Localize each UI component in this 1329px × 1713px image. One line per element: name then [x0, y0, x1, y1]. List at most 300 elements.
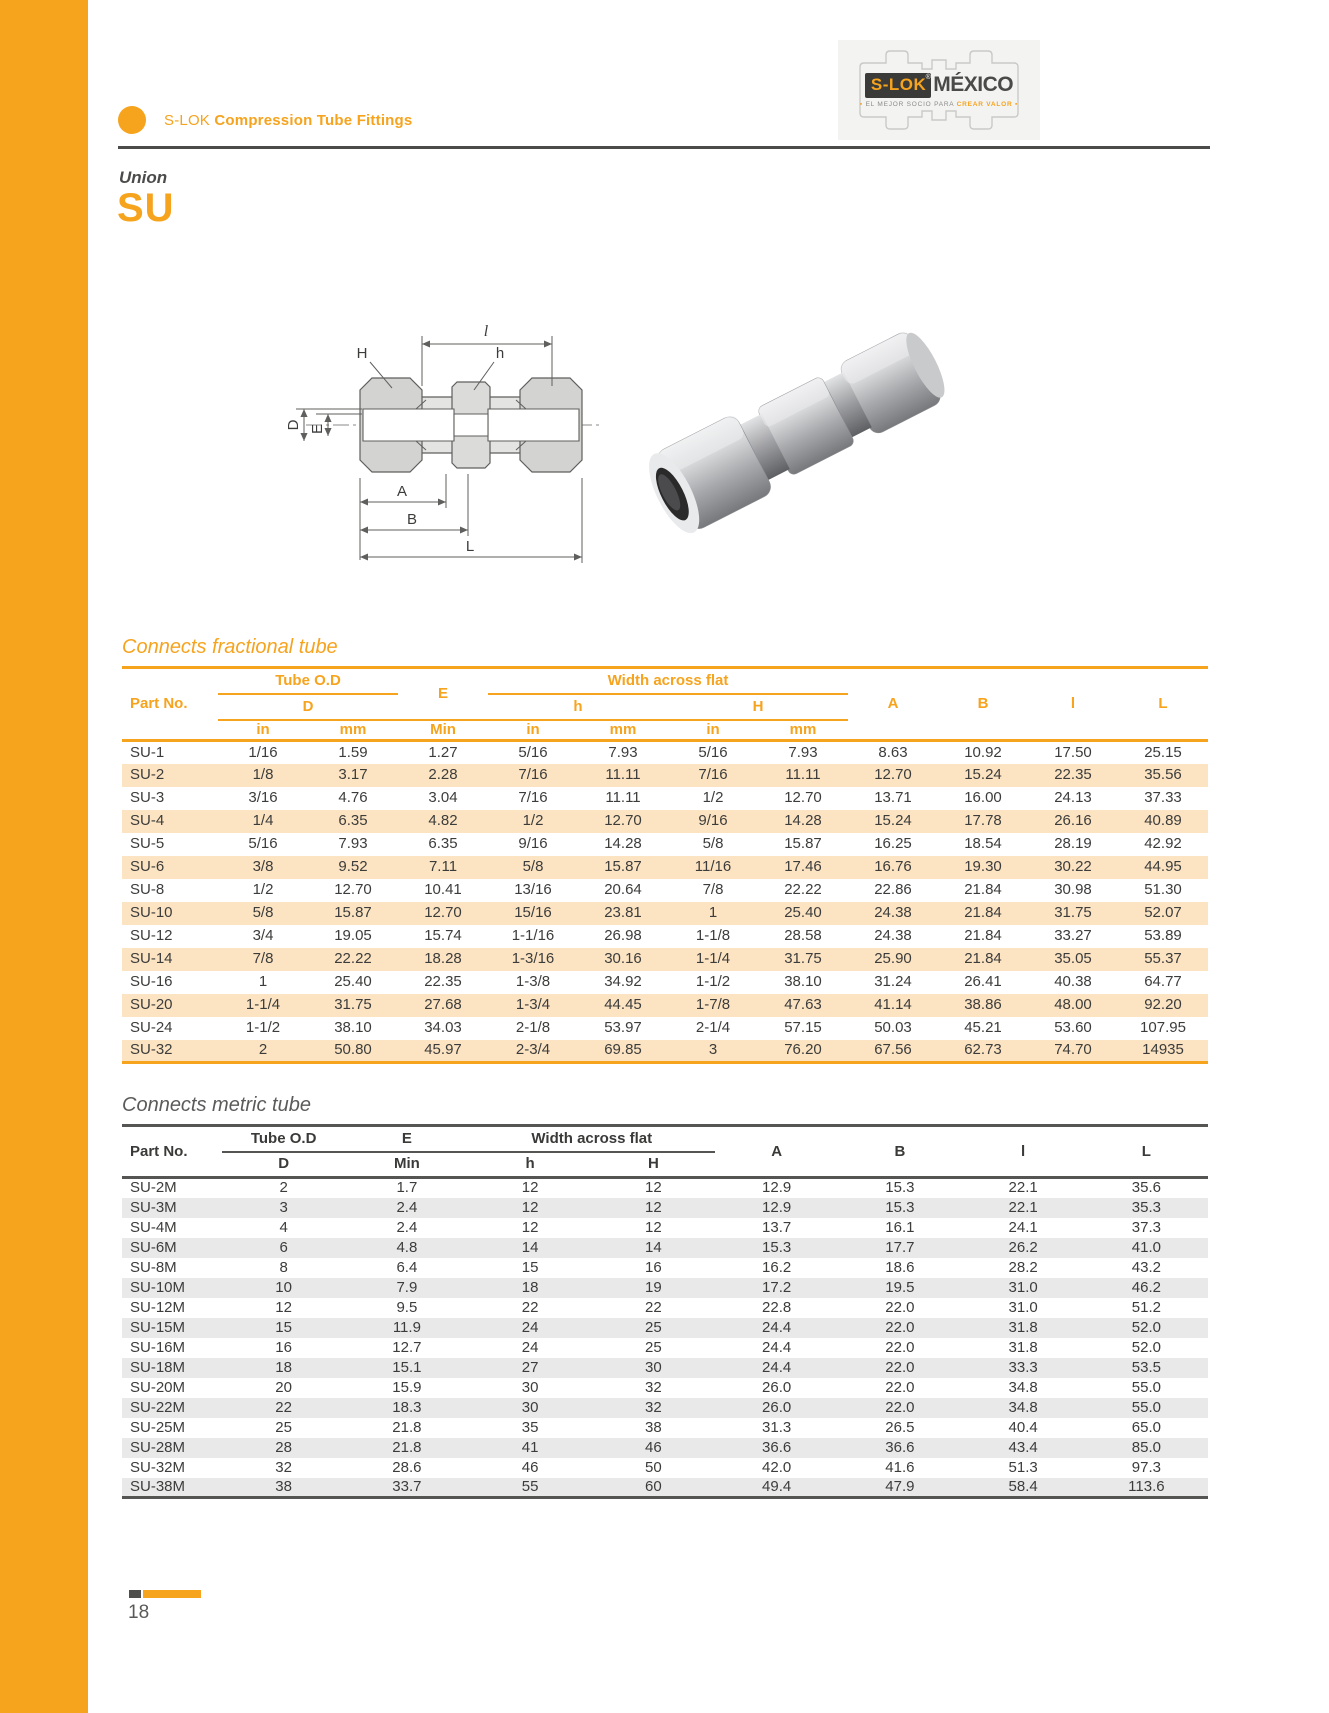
- value-cell: 19.05: [334, 927, 372, 945]
- value-cell: 12: [275, 1298, 292, 1316]
- footer-marker: [129, 1590, 201, 1598]
- value-cell: 31.0: [1008, 1298, 1038, 1316]
- value-cell: 30: [521, 1378, 539, 1396]
- value-cell: 13.7: [762, 1218, 792, 1236]
- part-no-cell: SU-5: [130, 835, 165, 853]
- value-cell: 51.30: [1144, 881, 1182, 899]
- col-header-l-cap: L: [1141, 1142, 1151, 1160]
- part-no-cell: SU-12M: [130, 1298, 186, 1316]
- sub-header-h-cap: H: [647, 1155, 659, 1173]
- value-cell: 41.14: [874, 996, 912, 1014]
- value-cell: 9.5: [396, 1298, 418, 1316]
- value-cell: 26.0: [762, 1398, 792, 1416]
- value-cell: 12.70: [784, 789, 822, 807]
- value-cell: 55.37: [1144, 950, 1182, 968]
- value-cell: 41.6: [885, 1458, 915, 1476]
- value-cell: 15/16: [514, 904, 552, 922]
- value-cell: 1/8: [252, 766, 274, 784]
- value-cell: 26.0: [762, 1378, 792, 1396]
- value-cell: 85.0: [1131, 1438, 1161, 1456]
- value-cell: 28.6: [392, 1458, 422, 1476]
- value-cell: 32: [275, 1458, 292, 1476]
- metric-table-body: [122, 1178, 1208, 1498]
- value-cell: 22.0: [885, 1318, 915, 1336]
- value-cell: 1: [258, 973, 268, 991]
- value-cell: 2-1/8: [515, 1019, 551, 1037]
- table-row: [122, 1218, 1208, 1238]
- header-title: [164, 112, 412, 129]
- logo-content: [838, 40, 1040, 140]
- value-cell: 20.64: [604, 881, 642, 899]
- value-cell: 38: [275, 1477, 292, 1495]
- value-cell: 9/16: [698, 812, 728, 830]
- value-cell: 2.4: [396, 1198, 418, 1216]
- tagline-mark-left: ▪: [859, 100, 863, 108]
- value-cell: 14.28: [784, 812, 822, 830]
- value-cell: 74.70: [1054, 1041, 1092, 1059]
- value-cell: 51.2: [1131, 1298, 1161, 1316]
- value-cell: 12: [521, 1198, 539, 1216]
- value-cell: 24.1: [1008, 1218, 1038, 1236]
- metric-section-title: Connects metric tube: [122, 1094, 311, 1116]
- value-cell: 1-1/8: [695, 927, 731, 945]
- value-cell: 50.03: [874, 1019, 912, 1037]
- unit-header: mm: [789, 720, 817, 738]
- value-cell: 26.98: [604, 927, 642, 945]
- value-cell: 40.4: [1008, 1418, 1038, 1436]
- value-cell: 51.3: [1008, 1458, 1038, 1476]
- value-cell: 1-7/8: [695, 996, 731, 1014]
- part-no-cell: SU-32M: [130, 1458, 186, 1476]
- value-cell: 38.10: [334, 1019, 372, 1037]
- value-cell: 5/16: [518, 743, 548, 761]
- value-cell: 16.2: [762, 1258, 792, 1276]
- col-header-e: E: [345, 1126, 468, 1152]
- part-no-cell: SU-38M: [130, 1477, 186, 1495]
- unit-header: in: [706, 720, 720, 738]
- value-cell: 41: [521, 1438, 539, 1456]
- value-cell: 3/8: [252, 858, 274, 876]
- value-cell: 1-1/4: [245, 996, 281, 1014]
- logo-region: MÉXICO: [933, 73, 1014, 96]
- value-cell: 3: [279, 1198, 288, 1216]
- page-header: [118, 106, 412, 134]
- sub-header-min: Min: [393, 1155, 420, 1173]
- value-cell: 17.7: [885, 1238, 915, 1256]
- value-cell: 22.0: [885, 1398, 915, 1416]
- value-cell: 21.84: [964, 927, 1002, 945]
- value-cell: 25.15: [1144, 743, 1182, 761]
- value-cell: 65.0: [1131, 1418, 1161, 1436]
- value-cell: 12.70: [604, 812, 642, 830]
- value-cell: 1: [708, 904, 718, 922]
- value-cell: 1/2: [702, 789, 724, 807]
- value-cell: 13.71: [874, 789, 912, 807]
- value-cell: 24.38: [874, 927, 912, 945]
- value-cell: 52.0: [1131, 1318, 1161, 1336]
- value-cell: 30.22: [1054, 858, 1092, 876]
- value-cell: 34.8: [1008, 1398, 1038, 1416]
- value-cell: 21.84: [964, 950, 1002, 968]
- fractional-table: [122, 666, 1208, 1064]
- value-cell: 44.95: [1144, 858, 1182, 876]
- value-cell: 12: [645, 1218, 662, 1236]
- value-cell: 22.22: [334, 950, 372, 968]
- value-cell: 4: [279, 1218, 288, 1236]
- part-no-cell: SU-10: [130, 904, 173, 922]
- metric-section: [122, 1094, 1208, 1499]
- unit-header: mm: [609, 720, 637, 738]
- fractional-section: [122, 636, 1208, 1064]
- value-cell: 26.5: [885, 1418, 915, 1436]
- value-cell: 18: [275, 1358, 292, 1376]
- value-cell: 1.27: [428, 743, 458, 761]
- value-cell: 31.8: [1008, 1318, 1038, 1336]
- value-cell: 22.1: [1008, 1198, 1038, 1216]
- value-cell: 34.8: [1008, 1378, 1038, 1396]
- value-cell: 13/16: [514, 881, 552, 899]
- table-row: [122, 741, 1208, 764]
- value-cell: 17.2: [762, 1278, 792, 1296]
- value-cell: 5/8: [702, 835, 724, 853]
- part-no-cell: SU-6: [130, 858, 165, 876]
- value-cell: 46: [521, 1458, 539, 1476]
- footer-marker-dark: [129, 1590, 141, 1598]
- table-row: [122, 1258, 1208, 1278]
- value-cell: 19.5: [885, 1278, 915, 1296]
- value-cell: 18.3: [392, 1398, 422, 1416]
- header-brand-prefix: S-LOK: [164, 111, 211, 129]
- value-cell: 24.4: [762, 1358, 792, 1376]
- value-cell: 1/2: [252, 881, 274, 899]
- value-cell: 42.0: [762, 1458, 792, 1476]
- table-row: [122, 1198, 1208, 1218]
- col-header-a: A: [887, 695, 899, 713]
- value-cell: 2: [279, 1179, 288, 1197]
- footer-marker-orange: [143, 1590, 201, 1598]
- value-cell: 20: [275, 1378, 292, 1396]
- value-cell: 42.92: [1144, 835, 1182, 853]
- value-cell: 18.28: [424, 950, 462, 968]
- value-cell: 25.90: [874, 950, 912, 968]
- part-no-cell: SU-20: [130, 996, 173, 1014]
- value-cell: 3.17: [338, 766, 368, 784]
- value-cell: 22.35: [1054, 766, 1092, 784]
- dim-label-E: E: [309, 423, 326, 435]
- value-cell: 25.40: [784, 904, 822, 922]
- value-cell: 44.45: [604, 996, 642, 1014]
- part-no-cell: SU-4M: [130, 1218, 177, 1236]
- sub-header-d: D: [278, 1155, 290, 1173]
- part-no-cell: SU-4: [130, 812, 165, 830]
- table-row: [122, 1338, 1208, 1358]
- product-photo: [648, 298, 960, 546]
- value-cell: 2.28: [428, 766, 458, 784]
- value-cell: 4.76: [338, 789, 368, 807]
- part-no-cell: SU-15M: [130, 1318, 186, 1336]
- value-cell: 31.24: [874, 973, 912, 991]
- brand-dot-icon: [118, 106, 146, 134]
- table-row: [122, 1178, 1208, 1198]
- value-cell: 19: [645, 1278, 662, 1296]
- part-no-cell: SU-16M: [130, 1338, 186, 1356]
- value-cell: 36.6: [762, 1438, 792, 1456]
- col-header-l-small: l: [1070, 695, 1076, 713]
- table-row: [122, 1438, 1208, 1458]
- registered-mark: ®: [925, 73, 932, 81]
- col-header-a: A: [771, 1142, 783, 1160]
- page-number: 18: [128, 1602, 150, 1623]
- header-brand-title: Compression Tube Fittings: [214, 111, 413, 129]
- table-row: [122, 810, 1208, 833]
- value-cell: 38.86: [964, 996, 1002, 1014]
- col-header-d: D: [218, 694, 398, 720]
- value-cell: 5/8: [252, 904, 274, 922]
- value-cell: 22.0: [885, 1378, 915, 1396]
- value-cell: 35.56: [1144, 766, 1182, 784]
- dim-label-L: L: [465, 538, 475, 555]
- table-row: [122, 1398, 1208, 1418]
- value-cell: 35: [521, 1418, 539, 1436]
- value-cell: 12: [521, 1179, 539, 1197]
- value-cell: 12.9: [762, 1179, 792, 1197]
- part-no-cell: SU-2M: [130, 1179, 177, 1197]
- value-cell: 50: [645, 1458, 662, 1476]
- table-row: [122, 1017, 1208, 1040]
- value-cell: 5/8: [522, 858, 544, 876]
- value-cell: 18.54: [964, 835, 1002, 853]
- value-cell: 14935: [1142, 1041, 1184, 1059]
- part-no-cell: SU-14: [130, 950, 173, 968]
- value-cell: 43.4: [1008, 1438, 1038, 1456]
- value-cell: 45.97: [424, 1041, 462, 1059]
- value-cell: 34.92: [604, 973, 642, 991]
- value-cell: 3: [708, 1041, 718, 1059]
- value-cell: 7/8: [702, 881, 724, 899]
- value-cell: 31.75: [334, 996, 372, 1014]
- value-cell: 22.0: [885, 1338, 915, 1356]
- value-cell: 33.7: [392, 1477, 422, 1495]
- value-cell: 21.84: [964, 904, 1002, 922]
- tagline-text: EL MEJOR SOCIO PARA: [865, 100, 957, 108]
- value-cell: 22.0: [885, 1298, 915, 1316]
- dim-label-A: A: [396, 483, 408, 500]
- value-cell: 7.11: [428, 858, 458, 876]
- value-cell: 12.70: [424, 904, 462, 922]
- table-row: [122, 1318, 1208, 1338]
- value-cell: 6.35: [428, 835, 458, 853]
- value-cell: 28.19: [1054, 835, 1092, 853]
- value-cell: 5/16: [698, 743, 728, 761]
- value-cell: 25: [645, 1338, 662, 1356]
- value-cell: 7.93: [788, 743, 818, 761]
- metric-table-header: [122, 1126, 1208, 1178]
- value-cell: 31.0: [1008, 1278, 1038, 1296]
- unit-header: in: [526, 720, 540, 738]
- value-cell: 6.35: [338, 812, 368, 830]
- part-no-cell: SU-8: [130, 881, 165, 899]
- value-cell: 10.92: [964, 743, 1002, 761]
- col-header-l-cap: L: [1158, 695, 1168, 713]
- product-code: SU: [117, 186, 175, 230]
- value-cell: 1/4: [252, 812, 274, 830]
- value-cell: 17.50: [1054, 743, 1092, 761]
- value-cell: 16.25: [874, 835, 912, 853]
- value-cell: 6: [279, 1238, 288, 1256]
- value-cell: 53.60: [1054, 1019, 1092, 1037]
- value-cell: 18.6: [885, 1258, 915, 1276]
- dim-label-H: H: [356, 345, 368, 362]
- value-cell: 15.3: [885, 1179, 915, 1197]
- value-cell: 9.52: [338, 858, 368, 876]
- tagline-accent: CREAR VALOR: [956, 100, 1013, 108]
- value-cell: 1.59: [338, 743, 368, 761]
- table-row: [122, 902, 1208, 925]
- value-cell: 7.93: [608, 743, 638, 761]
- part-no-cell: SU-6M: [130, 1238, 177, 1256]
- value-cell: 35.05: [1054, 950, 1092, 968]
- value-cell: 25: [645, 1318, 662, 1336]
- part-no-cell: SU-20M: [130, 1378, 186, 1396]
- value-cell: 67.56: [874, 1041, 912, 1059]
- value-cell: 18: [521, 1278, 539, 1296]
- value-cell: 2-3/4: [515, 1041, 551, 1059]
- value-cell: 28.58: [784, 927, 822, 945]
- value-cell: 15.87: [334, 904, 372, 922]
- col-header-part-no: Part No.: [130, 695, 188, 713]
- unit-header: Min: [430, 720, 456, 738]
- table-row: [122, 856, 1208, 879]
- part-no-cell: SU-3: [130, 789, 165, 807]
- value-cell: 22.22: [784, 881, 822, 899]
- value-cell: 50.80: [334, 1041, 372, 1059]
- value-cell: 16: [645, 1258, 662, 1276]
- part-no-cell: SU-12: [130, 927, 173, 945]
- fractional-table-header: [122, 668, 1208, 741]
- table-row: [122, 1278, 1208, 1298]
- value-cell: 15: [521, 1258, 539, 1276]
- value-cell: 30.98: [1054, 881, 1092, 899]
- value-cell: 14.28: [604, 835, 642, 853]
- value-cell: 19.30: [964, 858, 1002, 876]
- part-no-cell: SU-3M: [130, 1198, 177, 1216]
- value-cell: 35.6: [1131, 1179, 1161, 1197]
- value-cell: 1.7: [396, 1179, 418, 1197]
- value-cell: 58.4: [1008, 1477, 1038, 1495]
- value-cell: 11.11: [605, 789, 641, 807]
- value-cell: 12: [645, 1198, 662, 1216]
- value-cell: 1-1/16: [511, 927, 555, 945]
- value-cell: 21.8: [392, 1418, 422, 1436]
- col-header-h-small: h: [488, 694, 668, 720]
- value-cell: 22.1: [1008, 1179, 1038, 1197]
- value-cell: 16.76: [874, 858, 912, 876]
- value-cell: 7.9: [396, 1278, 418, 1296]
- value-cell: 30: [521, 1398, 539, 1416]
- value-cell: 7/16: [698, 766, 728, 784]
- value-cell: 8.63: [878, 743, 908, 761]
- value-cell: 26.16: [1054, 812, 1092, 830]
- product-category: Union: [119, 168, 168, 187]
- value-cell: 11.11: [785, 766, 821, 784]
- part-no-cell: SU-18M: [130, 1358, 186, 1376]
- value-cell: 57.15: [784, 1019, 822, 1037]
- value-cell: 10: [275, 1278, 292, 1296]
- value-cell: 24: [521, 1338, 539, 1356]
- value-cell: 31.3: [762, 1418, 792, 1436]
- value-cell: 14: [521, 1238, 539, 1256]
- dim-label-B: B: [406, 511, 418, 528]
- value-cell: 15: [275, 1318, 292, 1336]
- value-cell: 6.4: [396, 1258, 418, 1276]
- value-cell: 23.81: [604, 904, 642, 922]
- value-cell: 37.33: [1144, 789, 1182, 807]
- value-cell: 15.3: [762, 1238, 792, 1256]
- value-cell: 41.0: [1131, 1238, 1161, 1256]
- value-cell: 46: [645, 1438, 662, 1456]
- value-cell: 1/2: [522, 812, 544, 830]
- value-cell: 40.38: [1054, 973, 1092, 991]
- value-cell: 15.87: [604, 858, 642, 876]
- value-cell: 21.8: [392, 1438, 422, 1456]
- value-cell: 36.6: [885, 1438, 915, 1456]
- value-cell: 32: [645, 1378, 662, 1396]
- value-cell: 76.20: [784, 1041, 822, 1059]
- table-row: [122, 925, 1208, 948]
- value-cell: 26.41: [964, 973, 1002, 991]
- table-row: [122, 994, 1208, 1017]
- part-no-cell: SU-24: [130, 1019, 173, 1037]
- value-cell: 55.0: [1131, 1378, 1161, 1396]
- value-cell: 97.3: [1131, 1458, 1161, 1476]
- value-cell: 7/16: [518, 766, 548, 784]
- value-cell: 26.2: [1008, 1238, 1038, 1256]
- part-no-cell: SU-22M: [130, 1398, 186, 1416]
- value-cell: 28: [275, 1438, 292, 1456]
- value-cell: 15.3: [885, 1198, 915, 1216]
- value-cell: 5/16: [248, 835, 278, 853]
- value-cell: 7/16: [518, 789, 548, 807]
- value-cell: 31.75: [1054, 904, 1092, 922]
- value-cell: 11/16: [694, 858, 732, 876]
- value-cell: 15.1: [392, 1358, 422, 1376]
- dim-label-l: l: [483, 323, 489, 340]
- part-no-cell: SU-16: [130, 973, 173, 991]
- value-cell: 11.11: [605, 766, 641, 784]
- value-cell: 21.84: [964, 881, 1002, 899]
- value-cell: 10.41: [424, 881, 462, 899]
- col-header-width-across-flat: Width across flat: [488, 668, 848, 694]
- value-cell: 12.9: [762, 1198, 792, 1216]
- value-cell: 55: [521, 1477, 539, 1495]
- logo-wordmark: [865, 73, 1013, 98]
- value-cell: 16.00: [964, 789, 1002, 807]
- value-cell: 22.35: [424, 973, 462, 991]
- table-row: [122, 1478, 1208, 1498]
- col-header-e: E: [398, 668, 488, 720]
- value-cell: 28.2: [1008, 1258, 1038, 1276]
- value-cell: 49.4: [762, 1477, 792, 1495]
- value-cell: 43.2: [1131, 1258, 1161, 1276]
- table-row: [122, 1040, 1208, 1063]
- value-cell: 24.38: [874, 904, 912, 922]
- fractional-table-body: [122, 741, 1208, 1063]
- value-cell: 32: [645, 1398, 662, 1416]
- value-cell: 60: [645, 1477, 662, 1495]
- value-cell: 37.3: [1131, 1218, 1161, 1236]
- value-cell: 38: [645, 1418, 662, 1436]
- value-cell: 12.7: [392, 1338, 422, 1356]
